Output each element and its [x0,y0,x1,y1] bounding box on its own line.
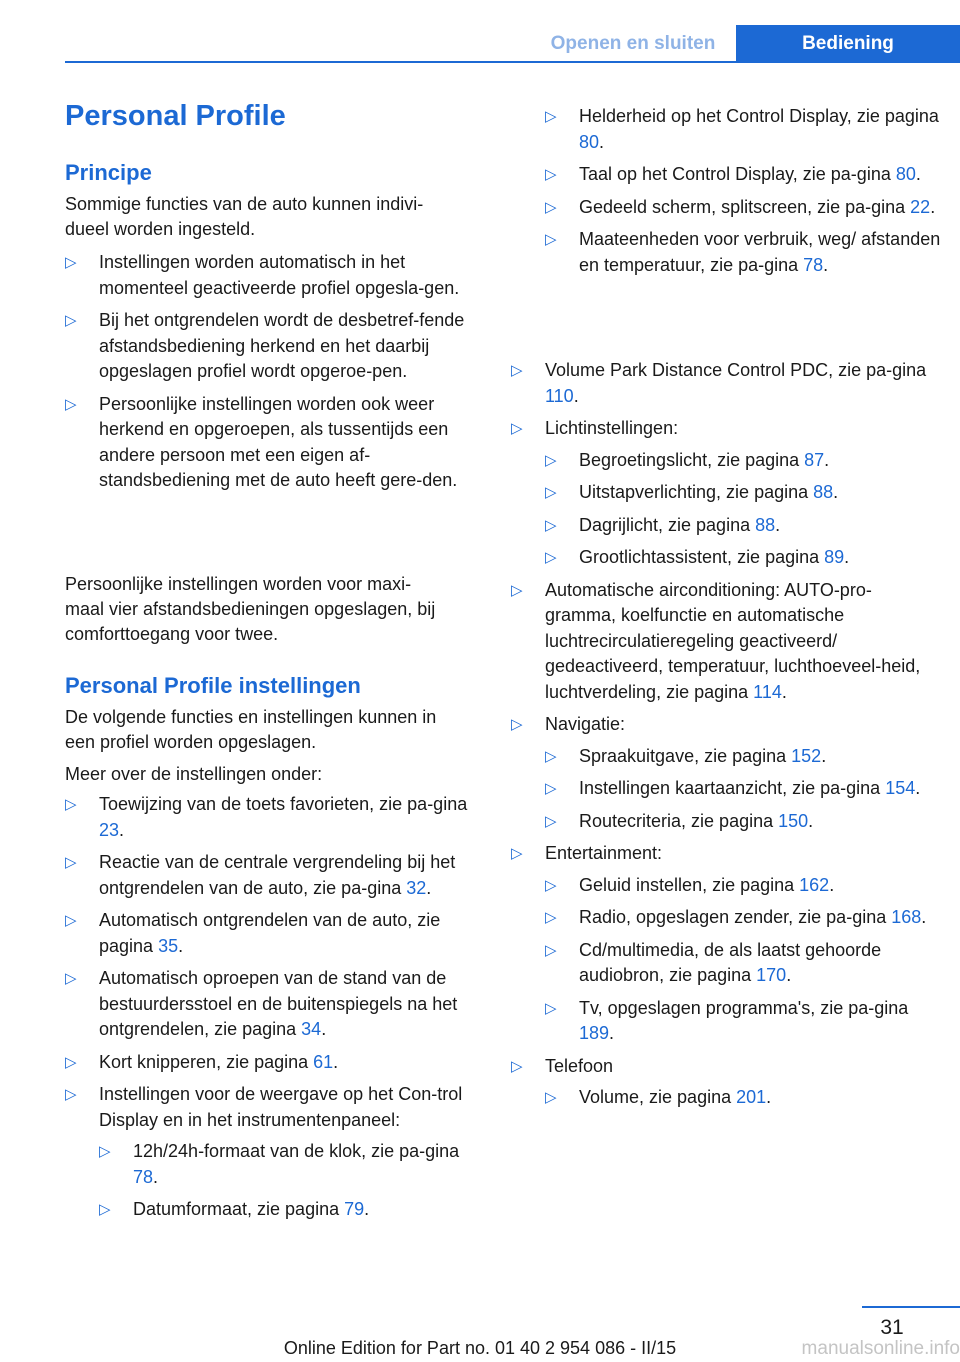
bullet-triangle-icon: ▷ [511,845,523,862]
list-item-end: . [824,449,830,470]
list-item-end: . [833,482,839,502]
instellingen-list [65,792,480,1230]
list-item [65,250,480,301]
list-item-text: Automatisch ontgrendelen van de auto, zie pagina [99,910,441,956]
list-item-end: . [775,514,781,535]
page-link[interactable]: 150 [778,810,809,831]
watermark: manualsonline.info [801,1338,960,1359]
list-item-end: . [930,196,936,217]
list-item-end: . [921,907,927,927]
list-item [545,1085,931,1111]
bullet-triangle-icon: ▷ [545,909,557,926]
list-item-end: . [821,745,827,766]
instellingen-lead: Meer over de instellingen onder: [65,764,323,784]
page-link[interactable]: 168 [891,907,922,927]
list-item [65,966,480,1043]
list-item [545,513,931,539]
list-item-text: Datumformaat, zie pagina [133,1199,345,1219]
list-item [545,809,931,835]
bullet-triangle-icon: ▷ [65,854,77,871]
principe-intro: Sommige functies van de auto kunnen indivi- dueel worden ingesteld. [65,194,424,239]
bullet-triangle-icon: ▷ [65,796,77,813]
list-item [65,392,480,494]
sub-list [545,873,931,1047]
bullet-triangle-icon: ▷ [65,912,77,929]
bullet-triangle-icon: ▷ [545,108,557,125]
bullet-triangle-icon: ▷ [65,1053,77,1071]
list-item-text: Maateenheden voor verbruik, weg/ afstanden en temperatuur, zie pa-gina [579,229,941,275]
bullet-triangle-icon: ▷ [65,254,77,271]
list-item-text: Uitstapverlichting, zie pagina [579,482,814,502]
page-link[interactable]: 87 [804,449,825,470]
list-item-text: 12h/24h-formaat van de klok, zie pa-gina [133,1141,460,1161]
list-item-end: . [599,131,605,152]
principe-heading: Principe [65,160,152,185]
bullet-triangle-icon: ▷ [545,999,557,1017]
list-item-end: . [119,819,125,840]
page-link[interactable]: 22 [910,196,931,217]
bullet-triangle-icon: ▷ [545,484,557,501]
bullet-triangle-icon: ▷ [545,516,557,534]
list-item [65,792,480,843]
page-link[interactable]: 78 [803,254,824,275]
page-title: Personal Profile [65,100,286,132]
page-link[interactable]: 152 [791,745,822,766]
list-item-end: . [364,1199,370,1219]
bullet-triangle-icon: ▷ [511,716,523,733]
sub-list [545,744,931,835]
list-item [545,195,960,221]
bullet-triangle-icon: ▷ [511,1057,523,1075]
bullet-triangle-icon: ▷ [545,231,557,248]
page-link[interactable]: 79 [344,1199,365,1219]
list-item-end: . [153,1166,159,1187]
list-item-end: . [915,778,921,798]
page-link[interactable]: 88 [813,482,834,502]
bullet-triangle-icon: ▷ [545,198,557,216]
bullet-triangle-icon: ▷ [545,747,557,765]
list-item [511,712,931,834]
list-item-end: . [829,874,835,895]
sub-list [99,1139,480,1223]
list-item [545,996,931,1047]
list-item-text: Grootlichtassistent, zie pagina [579,547,825,567]
list-item [65,850,480,901]
bullet-triangle-icon: ▷ [65,395,77,413]
list-item [65,908,480,959]
bullet-triangle-icon: ▷ [99,1201,111,1218]
page-link[interactable]: 110 [545,385,574,406]
list-item-text: Instellingen voor de weergave op het Con-trol Display en in het instrumentenpaneel: [99,1084,463,1130]
list-item-text: Spraakuitgave, zie pagina [579,745,792,766]
page-link[interactable]: 80 [579,131,600,152]
list-item-text: Bij het ontgrendelen wordt de desbetref-fende afstandsbediening herkend en het daarbij opgeslagen profiel wordt opgeroe-pen. [99,310,465,381]
footer-rule [862,1306,960,1308]
list-item [511,841,931,1047]
page-link[interactable]: 80 [895,164,916,184]
list-item [545,873,931,899]
list-item-end: . [426,877,432,898]
list-item-end: . [766,1087,772,1107]
list-item-text: Reactie van de centrale vergrendeling bij het ontgrendelen van de auto, zie pa-gina [99,852,456,898]
list-item-end: . [808,810,814,831]
list-item [545,938,931,989]
bullet-triangle-icon: ▷ [545,941,557,959]
list-item-text: Volume Park Distance Control PDC, zie pa-gina [545,360,927,380]
bullet-triangle-icon: ▷ [545,780,557,797]
bullet-triangle-icon: ▷ [545,1089,557,1106]
list-item [545,227,960,278]
list-item-end: . [915,164,921,184]
list-item-text: Cd/multimedia, de als laatst gehoorde audiobron, zie pagina [579,939,882,985]
list-item-text: Persoonlijke instellingen worden ook weer herkend en opgeroepen, als tussentijds een andere persoon met een eigen af-standsbediening met de auto heeft gere-den. [99,393,458,490]
list-item-end: . [823,254,829,275]
list-item [511,578,931,706]
list-item-end: . [786,965,792,985]
page-link[interactable]: 114 [753,681,782,702]
bullet-triangle-icon: ▷ [65,970,77,987]
list-item [545,104,960,155]
list-item-text: Navigatie: [545,714,626,734]
list-item [545,480,931,506]
list-item-text: Automatische airconditioning: AUTO-pro-gramma, koelfunctie en automatische luchtrecirculatieregeling geactiveerd/ gedeactiveerd, temperatuur, luchthoeveel-heid, luchtverdeling, zie pagina [545,579,921,702]
list-item [545,448,931,474]
list-item-text: Entertainment: [545,843,663,863]
list-item-end: . [844,547,850,567]
list-item [511,1054,931,1111]
list-item-text: Begroetingslicht, zie pagina [579,449,805,470]
page-link[interactable]: 32 [406,877,427,898]
list-item [545,162,960,188]
list-item-text: Gedeeld scherm, splitscreen, zie pa-gina [579,196,911,217]
bullet-triangle-icon: ▷ [511,362,523,379]
principe-list [65,250,480,501]
page-link[interactable]: 88 [755,514,776,535]
list-item-text: Instellingen kaartaanzicht, zie pa-gina [579,778,886,798]
instellingen-heading: Personal Profile instellingen [65,673,361,698]
page-link[interactable]: 35 [158,935,179,956]
page-number: 31 [880,1316,904,1339]
list-item [65,308,480,385]
list-item-text: Volume, zie pagina [579,1087,737,1107]
list-item-text: Dagrijlicht, zie pagina [579,514,756,535]
list-item-text: Taal op het Control Display, zie pa-gina [579,164,896,184]
list-item [65,1050,480,1076]
tab-chapter-bediening[interactable]: Bediening [736,25,960,63]
list-item-text: Toewijzing van de toets favorieten, zie pa-gina [99,794,468,814]
list-item [511,416,931,571]
page-link[interactable]: 34 [301,1019,322,1039]
bullet-triangle-icon: ▷ [99,1143,111,1160]
list-item [65,1082,480,1223]
page-link[interactable]: 170 [756,965,787,985]
list-item [545,905,931,931]
list-item-text: Helderheid op het Control Display, zie pagina [579,106,939,126]
page-link[interactable]: 89 [824,547,845,567]
list-item-text: Routecriteria, zie pagina [579,810,779,831]
bullet-triangle-icon: ▷ [65,1086,77,1103]
list-item-end: . [321,1019,327,1039]
list-item-end: . [573,385,579,406]
list-item-text: Geluid instellen, zie pagina [579,874,800,895]
bullet-triangle-icon: ▷ [511,581,523,599]
list-item-text: Telefoon [545,1055,614,1076]
right-sublist-display [511,104,960,285]
bullet-triangle-icon: ▷ [545,876,557,894]
list-item-text: Tv, opgeslagen programma's, zie pa-gina [579,997,909,1018]
list-item-text: Kort knipperen, zie pagina [99,1051,314,1072]
edition-note: Online Edition for Part no. 01 40 2 954 086 - II/15 [283,1338,677,1358]
list-item-text: Lichtinstellingen: [545,418,679,438]
list-item [511,358,931,409]
list-item [545,744,931,770]
page-link[interactable]: 61 [313,1051,334,1072]
bullet-triangle-icon: ▷ [545,166,557,183]
list-item [545,545,931,571]
bullet-triangle-icon: ▷ [65,312,77,329]
list-item-text: Instellingen worden automatisch in het momenteel geactiveerde profiel opgesla-gen. [99,252,460,298]
list-item [99,1197,480,1223]
list-item-end: . [781,681,787,702]
sub-list [545,1085,931,1111]
page-link[interactable]: 154 [885,778,916,798]
page-link[interactable]: 78 [133,1166,154,1187]
principe-outro: Persoonlijke instellingen worden voor maxi- maal vier afstandsbedieningen opgeslagen, bij comforttoegang voor twee. [65,574,436,644]
page-link[interactable]: 23 [99,819,120,840]
page-link[interactable]: 189 [579,1023,610,1043]
list-item-end: . [333,1051,339,1072]
right-list [511,358,931,1118]
list-item [545,776,931,802]
list-item [99,1139,480,1190]
bullet-triangle-icon: ▷ [511,420,523,437]
bullet-triangle-icon: ▷ [545,451,557,469]
sub-list [545,448,931,571]
page-link[interactable]: 201 [736,1087,767,1107]
list-item-end: . [178,935,184,956]
list-item-text: Automatisch oproepen van de stand van de bestuurdersstoel en de buitenspiegels na het ontgrendelen, zie pagina [99,968,458,1039]
tab-section-openen-en-sluiten[interactable]: Openen en sluiten [550,33,716,54]
list-item-end: . [609,1023,615,1043]
bullet-triangle-icon: ▷ [545,812,557,830]
bullet-triangle-icon: ▷ [545,549,557,566]
list-item-text: Radio, opgeslagen zender, zie pa-gina [579,907,892,927]
page-link[interactable]: 162 [799,874,830,895]
instellingen-intro: De volgende functies en instellingen kunnen in een profiel worden opgeslagen. [65,707,437,752]
